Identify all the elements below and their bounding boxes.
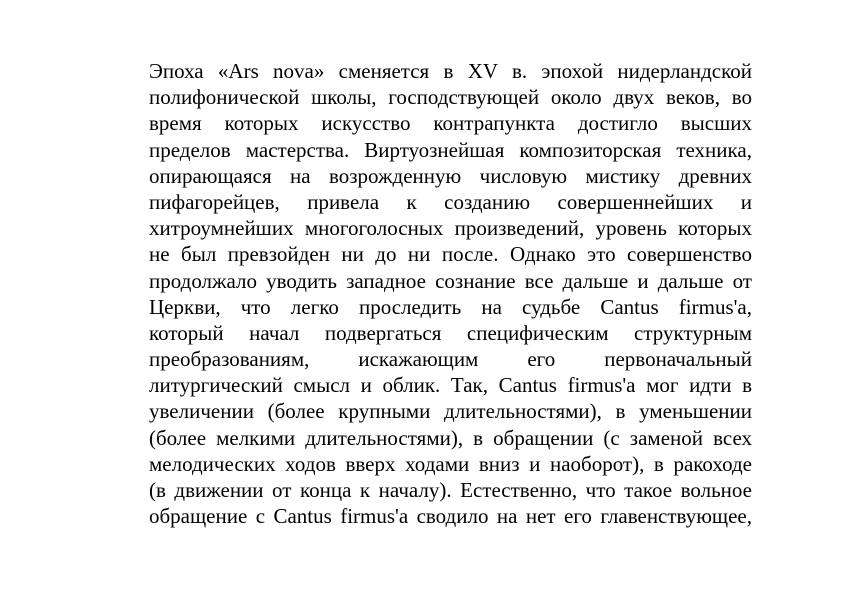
text-line: обращение с Cantus firmus'а сводило на нет его главенствующее, — [149, 504, 752, 529]
text-line: не был превзойден ни до ни после. Однако это совершенство — [149, 242, 752, 267]
text-line: время которых искусство контрапункта достигло высших — [149, 111, 752, 136]
text-line: Эпоха «Ars nova» сменяется в XV в. эпохой нидерландской — [149, 59, 752, 83]
text-line: увеличении (более крупными длительностями), в уменьшении — [149, 399, 752, 424]
text-line: полифонической школы, господствующей около двух веков, во — [149, 85, 752, 110]
text-line: пифагорейцев, привела к созданию совершеннейших и — [149, 189, 752, 214]
text-line: пределов мастерства. Виртуознейшая композиторская техника, — [149, 137, 752, 162]
text-line: (в движении от конца к началу). Естественно, что такое вольное — [149, 478, 752, 502]
text-line: мелодических ходов вверх ходами вниз и наоборот), в ракоходе — [149, 451, 752, 476]
text-line: опирающаяся на возрожденную числовую мистику древних — [149, 163, 752, 188]
text-line: преобразованиям, искажающим его первоначальный — [149, 347, 752, 372]
body-paragraph — [149, 58, 752, 529]
text-line: Церкви, что легко проследить на судьбе Cantus firmus'а, — [149, 294, 752, 319]
text-line: который начал подвергаться специфическим структурным — [149, 320, 752, 345]
text-line: (более мелкими длительностями), в обращении (с заменой всех — [149, 425, 752, 450]
text-line: хитроумнейших многоголосных произведений, уровень которых — [149, 216, 752, 241]
text-line: литургический смысл и облик. Так, Cantus firmus'а мог идти в — [149, 373, 752, 398]
text-line: продолжало уводить западное сознание все дальше и дальше от — [149, 268, 752, 293]
